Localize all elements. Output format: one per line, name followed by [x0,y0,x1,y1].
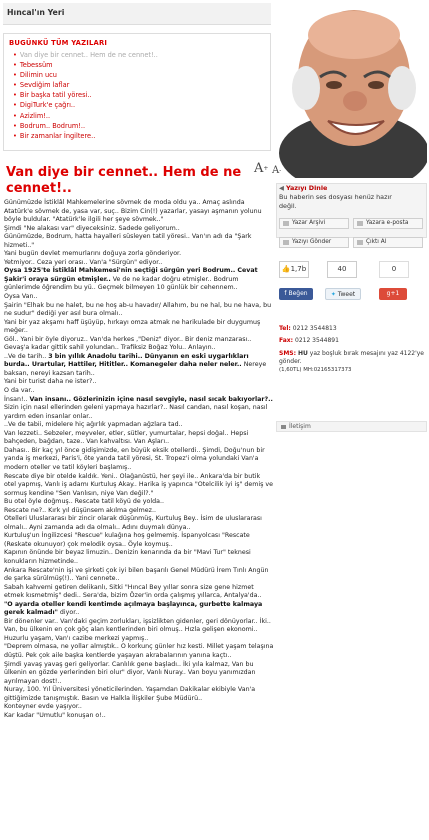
article-text: Yani bir turist daha ne ister?.. [4,378,97,386]
tel-value: 0212 3544813 [292,325,337,332]
article-paragraph [4,473,274,499]
email-author-button[interactable] [353,218,423,229]
tweet-count: 40 [327,261,357,278]
article-bold-text: 3 bin yıllık Anadolu tarihi.. Dünyanın en eski uygarlıkları burda.. Urartular, Hattiler, Hititler.. Komanegeler daha neler neler.. [4,352,249,369]
bullet-icon: • [13,131,17,140]
article-paragraph [4,686,274,703]
font-increase-sign: + [263,165,269,172]
thumb-icon: 👍 [281,265,291,273]
font-increase-button[interactable] [254,161,269,176]
article-paragraph [4,353,274,379]
article-text: diyor.. [57,609,80,617]
article-text: Van lezzeti.. Sebzeler, meyveler, etler, sütler, yumurtalar, hepsi doğal.. Hepsi bahçeden, bağdan, taze.. Van kahvaltısı. Van Aşları.. [4,429,249,446]
email-author-label: Yazara e-posta [366,220,409,226]
article-paragraph [4,498,274,507]
article-paragraph [4,267,274,293]
article-text: O da var.. [4,387,35,395]
article-paragraph [4,225,274,234]
author-photo [276,3,427,178]
article-paragraph [4,293,274,302]
facebook-like-label: Beğen [288,290,308,297]
article-title: Van diye bir cennet.. Hem de ne cennet!.. [6,165,242,196]
section-header [3,3,271,25]
sms-keyword: HU [297,349,308,357]
article-paragraph [4,447,274,473]
article-paragraph [4,661,274,687]
google-plus-count: 0 [379,261,409,278]
article-text: Günümüzde İstiklâl Mahkemelerine sövmek de moda oldu ya.. Amaç aslında Atatürk'e sövmek de, yasa var, suç.. Bizim Cin(!) yazarlar, yasayı aşmanın yolunu böyle buldular. "Atatürk'le ilgili her şeye sövmek.." [4,199,262,224]
fax-label: Fax: [279,337,294,345]
article-text: Ankara Rescate'nin işi ve şirketi çok iyi bilen başarılı Genel Müdürü İrem Tınlı Angün de şarka sürülmüş(!).. Yani cennete.. [4,566,269,583]
article-body [4,199,274,720]
facebook-count [279,261,309,278]
todays-article-item[interactable] [13,60,263,70]
article-text: Şimdi "Ne alakası var" diyeceksiniz. Sadede geliyorum.. [4,224,180,232]
contact-header-label: İletişim [289,423,311,430]
todays-article-item[interactable] [13,111,263,121]
article-paragraph [4,233,274,250]
todays-article-link[interactable]: Azizlim!.. [19,111,51,120]
article-paragraph [4,421,274,430]
section-title: Hıncal'ın Yeri [7,8,65,17]
todays-article-link[interactable]: Bodrum.. Bodrum!.. [19,121,86,130]
article-paragraph [4,567,274,584]
todays-article-item[interactable] [13,50,263,60]
google-plus-button[interactable]: g+1 [379,288,407,300]
article-text: ..Ve de tabii, midelere hiç ağırlık yapmadan ağzlara tad.. [4,421,183,429]
todays-articles-list [13,50,263,141]
bullet-icon: • [13,91,17,100]
article-paragraph [4,549,274,566]
article-paragraph [4,601,274,618]
article-text: Rescate diye bir otelde kaldık. Yeni.. Olağanüstü, her şeyi ile.. Ankara'da bir butik otel yapmış, Vanlı iş adamı Kurtuluş Akay.. Harika iş yapınca "Otelcilik iyi iş" demiş ve sormuş kendine "Sen Vanlısın, niye Van değil?." [4,472,274,497]
article-bold-text: Oysa 1925'te İstiklâl Mahkemesi'nin seçtiği sürgün yeri Bodrum.. Cevat Şakir'i oraya sürgün etmişler.. [4,267,258,283]
send-article-button[interactable] [279,237,349,248]
facebook-count-value: 1,7b [290,265,307,273]
article-text: Oysa Van.. [4,293,38,301]
todays-article-item[interactable] [13,80,263,90]
contact-info [279,325,424,374]
facebook-icon: f [284,290,289,297]
print-icon [357,240,363,245]
article-paragraph [4,515,274,532]
article-text: Nuray, 100. Yıl Üniversitesi yöneticilerinden. Yaşamdan Dakikalar ekibiyle Van'a gittiğimizde tanışmıştık. Basın ve Halkla İlişkiler Şube Müdürü.. [4,686,256,702]
article-text: Konteyner evde yaşıyor.. [4,703,82,711]
article-paragraph [4,250,274,259]
todays-article-link[interactable]: Tebessüm [19,61,53,70]
article-paragraph [4,336,274,353]
author-archive-button[interactable] [279,218,349,229]
bullet-icon: • [13,61,17,70]
tweet-button[interactable] [325,288,361,300]
article-text: Günümüzde, Bodrum, hatta hayalleri süsleyen tatil yöresi.. Van'ın adı da "Şark hizmeti.." [4,233,252,249]
contact-header [276,421,427,432]
bullet-icon: • [13,111,17,120]
article-paragraph [4,387,274,396]
article-text: "Deprem olmasa, ne yollar almıştık.. O korkunç günler hız kesti. Millet yaşam telaşına düştü. Pek çok aile başka kentlerde yaşayan akrabalarının yanına kaçtı.. [4,643,274,659]
email-icon [357,221,363,226]
article-text: Bu otel öyle doğmuş.. Rescate tatil köyü de yolda.. [4,498,164,506]
sms-label: SMS: [279,349,297,357]
article-text: Nereye baksan, nereyi kazsan tarih.. [4,361,267,377]
article-text: Bir dönenler var.. Van'daki geçim zorlukları, işsizlikten gidenler, geri dönüyorlar.. İki.. Van, bu ülkenin en çok göç alan kentlerinden biri olmuş.. Hızla gelişen ekonomi.. Huzurlu yaşam, Van'ı cazibe merkezi yapmış.. [4,617,271,642]
todays-article-link[interactable]: Van diye bir cennet.. Hem de ne cennet!.. [19,51,158,59]
speaker-icon: ◀ [279,184,286,192]
article-text: Şairin "Elhak bu ne halet, bu ne hoş ab-u havadır/ Allahım, bu ne hal, bu ne hava, bu ne sudur" dediği yer asıl bura olmalı.. [4,301,272,318]
article-text: ..Ve de tarih.. [4,352,49,360]
article-text: Kurtuluş'un İngilizcesi "Rescue" kulağına hoş gelmemiş. İspanyolcası "Rescate (Reskate okunuyor) çok melodik oysa.. Öyle koymuş.. [4,532,250,548]
bullet-icon: • [13,81,17,90]
article-paragraph [4,378,274,387]
article-text: Yetmiyor.. Ceza yeri orası.. Van'a "Sürgün" ediyor.. [4,258,163,266]
article-text: Dahası.. Bir kaç yıl önce gidişimizde, en büyük eksik otellerdi.. Şimdi, Doğu'nun bir yanda iş merkezi, Paris'i, öte yanda tatil yöresi, St. Tropez'i olma yolundaki Van'a modern oteller ve tatil köyleri başlamış.. [4,446,265,471]
article-text: Şimdi yavaş yavaş geri geliyorlar. Canlılık gene başladı.. İki yıla kalmaz, Van bu ülkenin en gözde yerlerinden biri olur" diyor, Vanlı Nuray.. Van boyu yanımızdan ayrılmayan dost!.. [4,660,256,685]
sms-extra: (1,60TL) MH:02165317373 [279,367,352,374]
todays-article-link[interactable]: Sevdiğim laflar [19,81,70,90]
article-paragraph [4,703,274,712]
todays-articles-heading: BUGÜNKÜ TÜM YAZILARI [9,39,108,47]
tel-label: Tel: [279,325,291,332]
author-portrait-image [276,3,427,178]
todays-article-item[interactable] [13,131,263,141]
font-increase-label: A [254,161,264,176]
font-decrease-sign: - [279,167,282,174]
listen-label [279,184,327,192]
send-icon [283,240,289,245]
bullet-icon: • [13,101,17,110]
article-paragraph [4,507,274,516]
author-archive-label: Yazar Arşivi [292,220,326,226]
font-decrease-label: A [272,165,280,176]
todays-article-item[interactable] [13,121,263,131]
article-paragraph [4,396,274,422]
article-paragraph [4,302,274,319]
article-text: Ve de ne kadar doğru etmişler.. Bodrum günlerimde öğrendim bu yü.. Geçmek bilmeyen 10 günlük bir cehennem.. [4,275,239,292]
article-text: Yani bir yaz akşamı haff üşüyüp, hırkayı omza atmak ne harikulade bir duygumuş meğer.. [4,318,261,335]
article-text: Rescate ne?.. Kırk yıl düşünsem akılma gelmez.. [4,506,156,514]
article-paragraph [4,430,274,447]
listen-label-text: Yazıyı Dinle [285,184,328,192]
todays-article-item[interactable] [13,90,263,100]
contact-fax [279,337,424,345]
article-paragraph [4,532,274,549]
article-paragraph [4,712,274,721]
article-text: İnsan!.. [4,395,30,403]
contact-icon [281,425,286,429]
fax-value: 0212 3544891 [295,337,339,345]
article-paragraph [4,618,274,644]
todays-articles-box [3,33,271,151]
article-paragraph [4,643,274,660]
article-paragraph [4,319,274,336]
article-text: Yani bugün devlet memurlarını doğuya zorla gönderiyor. [4,250,182,258]
article-paragraph [4,199,274,225]
todays-article-item[interactable] [13,70,263,80]
social-share-box [279,261,424,306]
send-article-label: Yazıyı Gönder [292,239,332,245]
print-button[interactable] [353,237,423,248]
article-paragraph [4,584,274,601]
article-text: Otelleri Uluslararası bir zincir olarak düşünmüş, Kurtuluş Bey.. İsim de uluslararası olmalı.. Ayni zamanda adı da olmalı.. Adını duymalı dünya.. [4,515,262,531]
print-label: Çıktı Al [366,239,387,245]
font-decrease-button[interactable] [272,167,281,175]
article-text: Sabah kahvemi getiren delikanlı, Sitki "Hıncal Bey yıllar sonra size gene hizmet etmek kısmetmiş" dedi.. Sera'da, bizim Özer'in orda çalışmış yıllarca, Antalya'da.. [4,583,262,600]
sms-text: yaz boşluk bırak mesajını yaz 4122'ye gönder. [279,349,425,365]
article-text: Kar kadar "Umutlu" konuşan o!.. [4,711,106,719]
article-bold-text: "O ayarda oteller kendi kentimde açılmaya başlayınca, gurbette kalmaya gerek kalmadı" [4,600,263,617]
bullet-icon: • [13,121,17,130]
todays-article-item[interactable] [13,100,263,110]
bullet-icon: • [13,51,17,59]
article-text: Göl.. Yani bir öyle diyoruz.. Van'da herkes ,"Deniz" diyor.. Bir deniz manzarası.. Gevaş'a kadar gittik sahil yolundan.. Trafiksiz Boğaz Yolu.. Anlayın.. [4,335,252,352]
todays-article-link[interactable]: DigiTurk'e çağrı.. [19,101,76,110]
article-text: Sizin için nasıl ellerinden geleni yapmaya hazırlar?.. Nasıl candan, nasıl koşan, nasıl yardım eden insanlar onlar.. [4,404,268,420]
facebook-like-button[interactable] [279,288,313,300]
audio-note: Bu haberin ses dosyası henüz hazır değil. [279,193,392,210]
article-bold-text: Van insanı.. Gözlerinizin içine nasıl sevgiyle, nasıl sıcak bakıyorlar?.. [29,395,273,403]
todays-article-link[interactable]: Bir başka tatil yöresi.. [19,91,92,100]
bullet-icon: • [13,71,17,80]
twitter-icon: ✦ [330,291,338,298]
article-text: Kapının önünde bir beyaz limuzin.. Denizin kenarında da bir "Mavi Tur" teknesi konukların hizmetinde.. [4,549,251,565]
archive-icon [283,221,289,226]
tweet-label: Tweet [337,291,356,298]
contact-tel [279,325,424,333]
todays-article-link[interactable]: Bir zamanlar İngiltere.. [19,131,96,140]
contact-sms [279,350,424,367]
todays-article-link[interactable]: Dilimin ucu [19,71,57,80]
